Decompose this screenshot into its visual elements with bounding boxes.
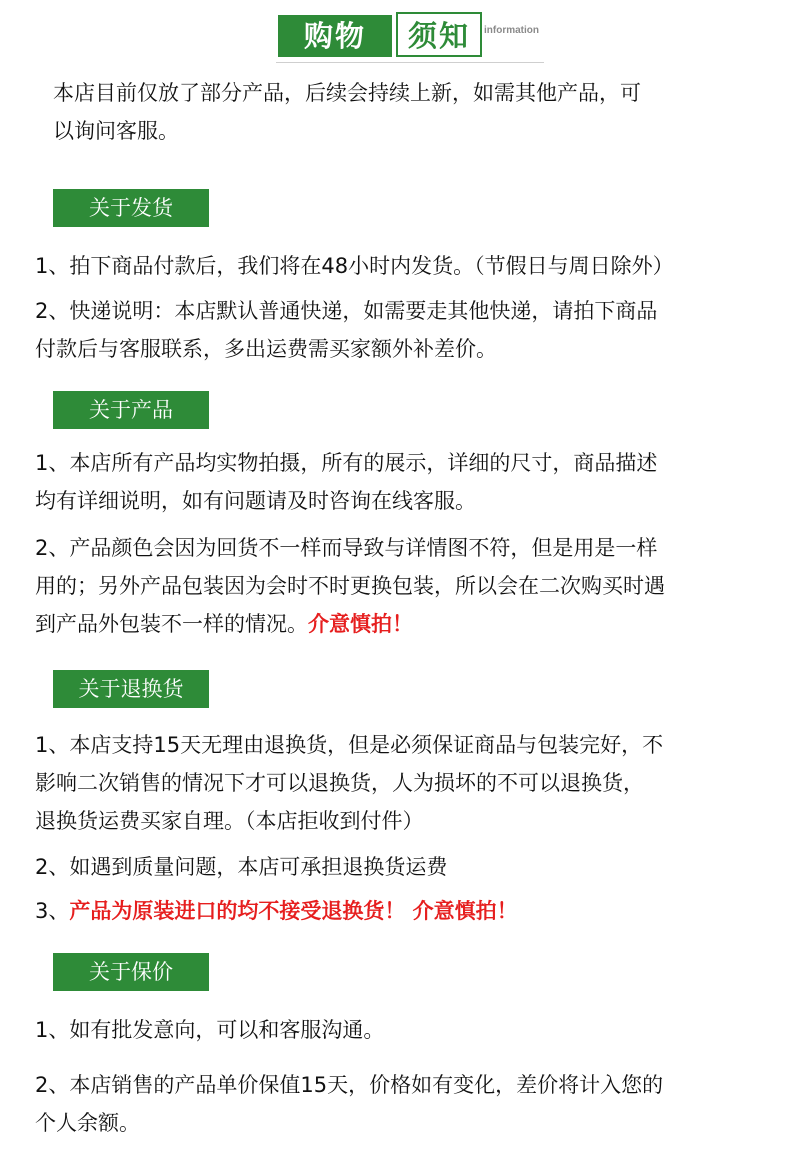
product-item-1-line: 1、本店所有产品均实物拍摄，所有的展示，详细的尺寸，商品描述 — [35, 451, 658, 475]
shipping-item-2-line: 付款后与客服联系，多出运费需买家额外补差价。 — [35, 337, 497, 361]
product-item-1 — [35, 444, 657, 520]
section-title-price: 关于保价 — [53, 953, 209, 991]
returns-item-2: 2、如遇到质量问题，本店可承担退换货运费 — [35, 855, 448, 879]
header-title-left: 购物 — [278, 15, 392, 57]
page-header — [276, 12, 544, 58]
product-item-2-line3-text: 到产品外包装不一样的情况。 — [35, 612, 308, 636]
returns-item-3 — [35, 892, 518, 930]
returns-item-1-line: 退换货运费买家自理。（本店拒收到付件） — [35, 809, 424, 833]
returns-item-3-prefix: 3、 — [35, 899, 70, 923]
returns-item-1-line: 1、本店支持15天无理由退换货，但是必须保证商品与包装完好，不 — [35, 733, 664, 757]
product-item-1-line: 均有详细说明，如有问题请及时咨询在线客服。 — [35, 489, 476, 513]
header-subtitle: information — [484, 25, 539, 36]
product-item-2-line: 用的；另外产品包装因为会时不时更换包装，所以会在二次购买时遇 — [35, 574, 665, 598]
shipping-item-1: 1、拍下商品付款后，我们将在48小时内发货。（节假日与周日除外） — [35, 254, 674, 278]
returns-warning: 产品为原装进口的均不接受退换货！ 介意慎拍！ — [69, 899, 518, 923]
product-item-2 — [35, 529, 665, 643]
shipping-item-2-line: 2、快递说明：本店默认普通快递，如需要走其他快递，请拍下商品 — [35, 299, 658, 323]
price-item-1: 1、如有批发意向，可以和客服沟通。 — [35, 1018, 385, 1042]
intro-line: 本店目前仅放了部分产品，后续会持续上新，如需其他产品，可 — [53, 81, 641, 105]
header-divider — [276, 62, 544, 63]
shipping-item-2 — [35, 292, 657, 368]
section-title-shipping: 关于发货 — [53, 189, 209, 227]
product-warning: 介意慎拍！ — [308, 612, 413, 636]
section-title-returns: 关于退换货 — [53, 670, 209, 708]
returns-item-1 — [35, 726, 663, 840]
price-item-2 — [35, 1066, 663, 1142]
returns-item-1-line: 影响二次销售的情况下才可以退换货，人为损坏的不可以退换货， — [35, 771, 644, 795]
section-title-product: 关于产品 — [53, 391, 209, 429]
price-item-2-line: 个人余额。 — [35, 1111, 140, 1135]
intro-line: 以询问客服。 — [53, 119, 179, 143]
intro-text — [53, 74, 641, 150]
product-item-2-line: 2、产品颜色会因为回货不一样而导致与详情图不符，但是用是一样 — [35, 536, 658, 560]
product-item-2-line — [35, 605, 665, 643]
price-item-2-line: 2、本店销售的产品单价保值15天，价格如有变化，差价将计入您的 — [35, 1073, 664, 1097]
header-title-right: 须知 — [396, 12, 482, 57]
